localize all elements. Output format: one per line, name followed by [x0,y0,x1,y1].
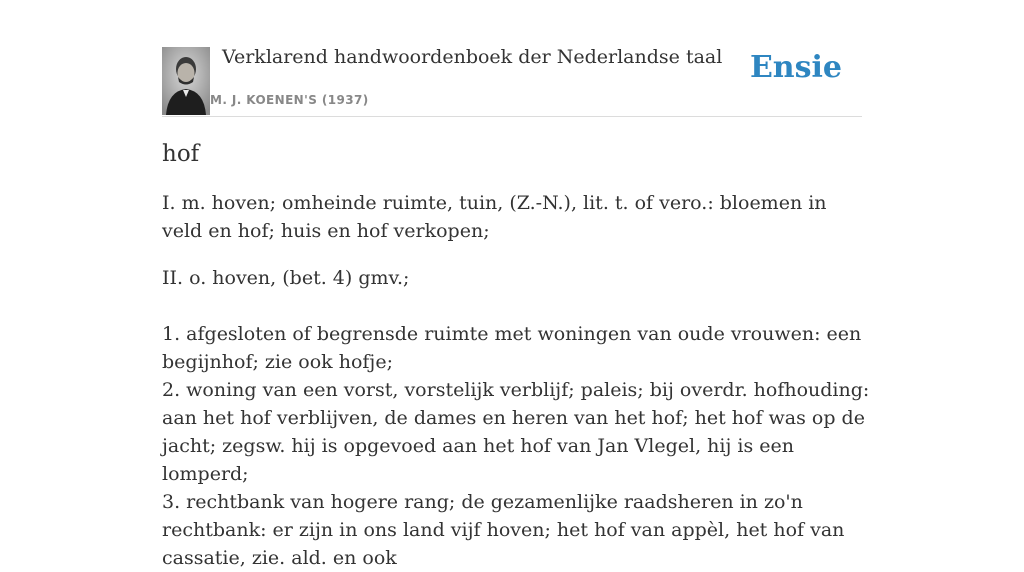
author-portrait [162,47,210,115]
book-title: Verklarend handwoordenboek der Nederlandse taal [222,46,723,68]
subsense-2: 2. woning van een vorst, vorstelijk verblijf; paleis; bij overdr. hofhouding: aan het hof verblijven, de dames en heren van het hof; het hof was op de jacht; zegsw. hij is opgevoed aan het hof van Jan Vlegel, hij is een lomperd; [162,379,870,485]
sense-2: II. o. hoven, (bet. 4) gmv.; [162,267,410,289]
subsense-3: 3. rechtbank van hogere rang; de gezamenlijke raadsheren in zo'n rechtbank: er zijn in ons land vijf hoven; het hof van appèl, het hof van cassatie, zie. ald. en ook [162,491,845,569]
entry-headword: hof [162,141,200,167]
author-credit: M. J. KOENEN'S (1937) [210,93,369,107]
author-portrait-image [162,47,210,115]
entry-content [162,138,872,572]
ensie-logo[interactable]: Ensie [749,50,842,85]
sense-1: I. m. hoven; omheinde ruimte, tuin, (Z.-N.), lit. t. of vero.: bloemen in veld en hof; huis en hof verkopen; [162,192,827,242]
dictionary-header [162,46,862,117]
subsense-1: 1. afgesloten of begrensde ruimte met woningen van oude vrouwen: een begijnhof; zie ook hofje; [162,323,862,373]
